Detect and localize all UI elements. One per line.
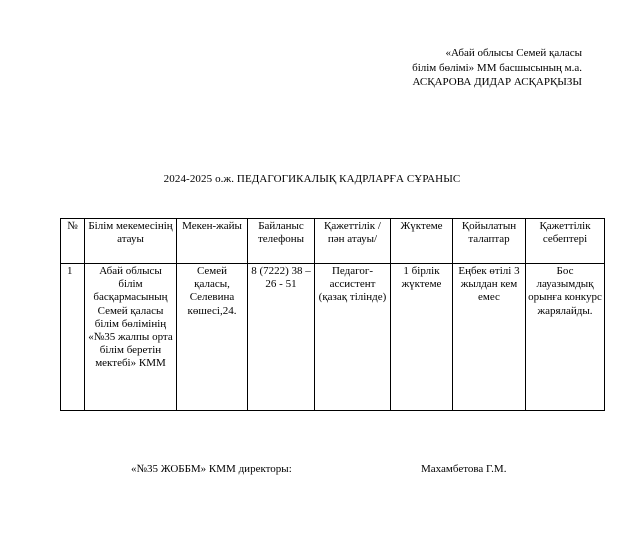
director-label: «№35 ЖОББМ» КММ директоры: [131,463,292,475]
addressee-line-3: АСҚАРОВА ДИДАР АСҚАРҚЫЗЫ [412,76,582,89]
cell-reasons: Бос лауазымдық орынға конкурс жарялайды. [526,264,605,411]
header-load: Жүктеме [391,219,453,264]
addressee-line-2: білім бөлімі» ММ басшысының м.а. [412,61,582,74]
header-requirements: Қойылатын талаптар [453,219,526,264]
header-reasons: Қажеттілік себептері [526,219,605,264]
cell-load: 1 бірлік жүктеме [391,264,453,411]
header-phone: Байланыс телефоны [248,219,315,264]
table-header-row [61,219,605,264]
addressee-line-1: «Абай облысы Семей қаласы [445,47,582,59]
header-num: № [61,219,85,264]
header-address: Мекен-жайы [177,219,248,264]
document-title: 2024-2025 о.ж. ПЕДАГОГИКАЛЫҚ КАДРЛАРҒА СҰРАНЫС [163,173,461,185]
requests-table [60,218,605,411]
table-row [61,264,605,411]
cell-address: Семей қаласы, Селевина көшесі,24. [177,264,248,411]
cell-need: Педагог-ассистент (қазақ тілінде) [315,264,391,411]
cell-num: 1 [61,264,85,411]
addressee-block [412,46,582,90]
cell-phone: 8 (7222) 38 – 26 - 51 [248,264,315,411]
director-name: Махамбетова Г.М. [421,463,507,475]
cell-requirements: Еңбек өтілі 3 жылдан кем емес [453,264,526,411]
header-org: Білім мекемесінің атауы [85,219,177,264]
cell-org: Абай облысы білім басқармасының Семей қаласы білім бөлімінің «№35 жалпы орта білім беретін мектебі» КММ [85,264,177,411]
header-need: Қажеттілік /пән атауы/ [315,219,391,264]
